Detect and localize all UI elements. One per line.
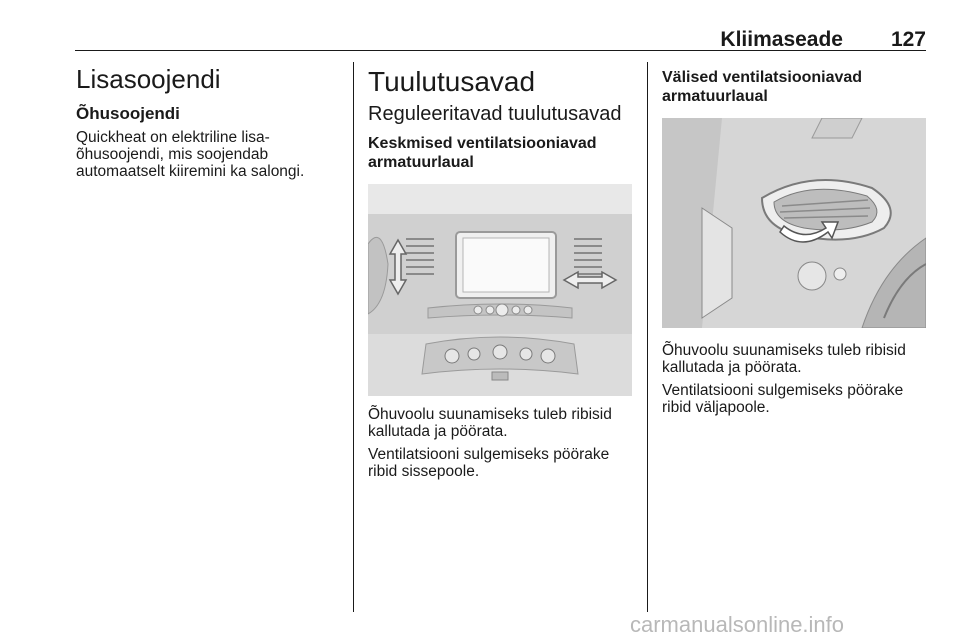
heading-lisasoojendi: Lisasoojendi	[76, 64, 221, 94]
column-3	[662, 64, 926, 416]
column-divider	[647, 62, 648, 612]
paragraph-center-p2: Ventilatsiooni sulgemiseks pöörake ribid sissepoole.	[368, 446, 610, 480]
page-header	[75, 28, 926, 51]
heading-reguleeritavad: Reguleeritavad tuulutusavad	[368, 103, 622, 125]
paragraph-side-p2: Ventilatsiooni sulgemiseks pöörake ribid väljapoole.	[662, 382, 904, 416]
figure-center-vents	[368, 184, 632, 396]
paragraph-center-p1: Õhuvoolu suunamiseks tuleb ribisid kallutada ja pöörata.	[368, 406, 612, 440]
page-number: 127	[890, 28, 926, 51]
figure-side-vents	[662, 118, 926, 328]
column-divider	[353, 62, 354, 612]
heading-tuulutusavad: Tuulutusavad	[368, 66, 536, 97]
watermark: carmanualsonline.info	[630, 612, 845, 637]
heading-valised: Välised ventilatsiooniavad armatuurlaual	[662, 69, 863, 105]
column-2	[368, 64, 632, 480]
paragraph-side-p1: Õhuvoolu suunamiseks tuleb ribisid kallutada ja pöörata.	[662, 342, 906, 376]
section-title: Kliimaseade	[720, 28, 843, 51]
column-1	[76, 64, 338, 180]
center-vents-illustration	[368, 184, 632, 396]
paragraph-quickheat: Quickheat on elektriline lisa-õhusoojendi, mis soojendab automaatselt kiiremini ka salongi.	[76, 129, 305, 180]
heading-keskmised: Keskmised ventilatsiooniavad armatuurlaual	[368, 135, 597, 171]
heading-ohusoojendi: Õhusoojendi	[76, 104, 180, 123]
side-vent-illustration	[662, 118, 926, 328]
